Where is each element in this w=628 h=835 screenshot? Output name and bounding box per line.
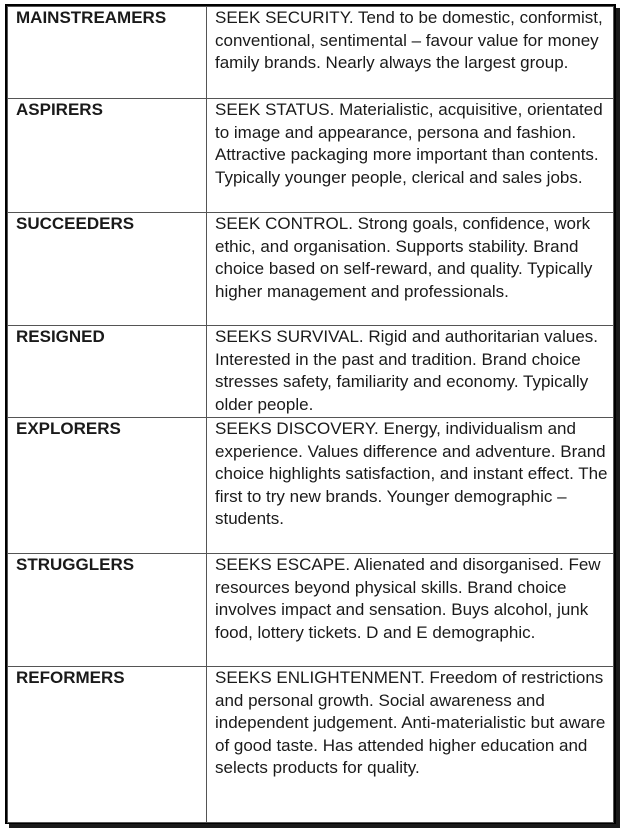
table-row — [8, 7, 614, 99]
segment-description: SEEK STATUS. Materialistic, acquisitive, orientated to image and appearance, persona and fashion. Attractive packaging more important than contents. Typically younger people, clerical and sales jobs. — [207, 99, 614, 213]
table-row — [8, 418, 614, 554]
table-row — [8, 326, 614, 418]
table-row — [8, 554, 614, 667]
segment-label: EXPLORERS — [8, 418, 207, 554]
segment-description: SEEKS SURVIVAL. Rigid and authoritarian values. Interested in the past and tradition. Brand choice stresses safety, familiarity and economy. Typically older people. — [207, 326, 614, 418]
table-row — [8, 213, 614, 326]
segment-label: SUCCEEDERS — [8, 213, 207, 326]
segment-description: SEEK SECURITY. Tend to be domestic, conformist, conventional, sentimental – favour value for money family brands. Nearly always the largest group. — [207, 7, 614, 99]
segment-label: ASPIRERS — [8, 99, 207, 213]
segment-label: STRUGGLERS — [8, 554, 207, 667]
consumer-typology-table — [7, 6, 614, 823]
table-frame — [5, 4, 616, 824]
segment-label: RESIGNED — [8, 326, 207, 418]
segment-description: SEEK CONTROL. Strong goals, confidence, work ethic, and organisation. Supports stability. Brand choice based on self-reward, and quality. Typically higher management and professionals. — [207, 213, 614, 326]
table-row — [8, 667, 614, 823]
segment-label: REFORMERS — [8, 667, 207, 823]
segment-description: SEEKS ENLIGHTENMENT. Freedom of restrictions and personal growth. Social awareness and independent judgement. Anti-materialistic but aware of good taste. Has attended higher education and selects products for quality. — [207, 667, 614, 823]
segment-description: SEEKS ESCAPE. Alienated and disorganised. Few resources beyond physical skills. Brand choice involves impact and sensation. Buys alcohol, junk food, lottery tickets. D and E demographic. — [207, 554, 614, 667]
table-row — [8, 99, 614, 213]
segment-label: MAINSTREAMERS — [8, 7, 207, 99]
segment-description: SEEKS DISCOVERY. Energy, individualism and experience. Values difference and adventure. Brand choice highlights satisfaction, and instant effect. The first to try new brands. Younger demographic – students. — [207, 418, 614, 554]
